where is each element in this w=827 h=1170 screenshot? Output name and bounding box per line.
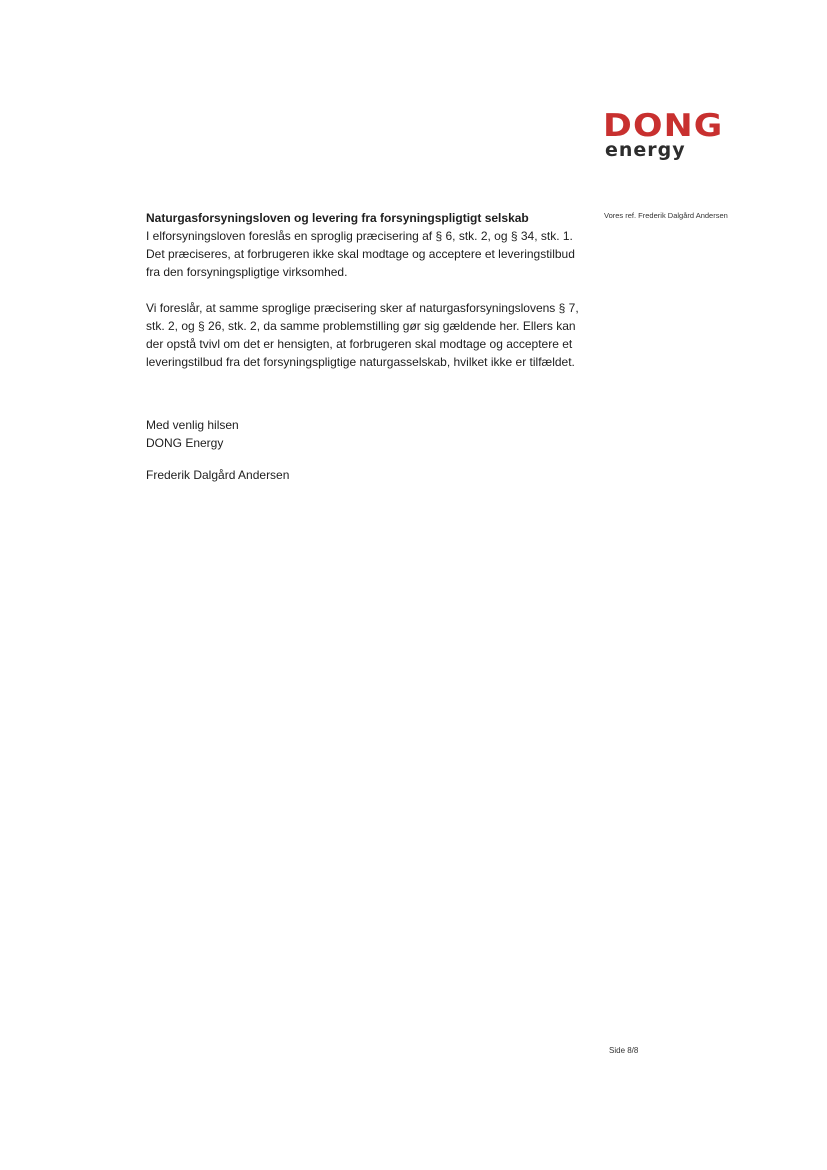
page-number: Side 8/8 [609,1046,639,1055]
logo-wordmark-dong: DONG [603,108,724,144]
paragraph-2: Vi foreslår, at samme sproglige præcisering sker af naturgasforsyningslovens § 7, stk. 2, og § 26, stk. 2, da samme problemstilling gør sig gældende her. Ellers kan der opstå tvivl om det er hensigten, at forbrugeren skal modtage og acceptere et leveringstilbud fra det forsyningspligtige naturgasselskab, hvilket ikke er tilfældet. [146,301,579,369]
logo-wordmark-energy: energy [605,139,686,161]
letter-body [146,209,586,371]
letter-closing [146,416,289,484]
closing-greeting: Med venlig hilsen [146,418,239,432]
paragraph-1: I elforsyningsloven foreslås en sproglig præcisering af § 6, stk. 2, og § 34, stk. 1. Det præciseres, at forbrugeren ikke skal modtage og acceptere et leveringstilbud fra den forsyningspligtige virksomhed. [146,229,575,279]
dong-energy-logo [603,108,753,163]
signer-name: Frederik Dalgård Andersen [146,468,290,482]
section-heading: Naturgasforsyningsloven og levering fra forsyningspligtigt selskab [146,211,529,225]
closing-company: DONG Energy [146,436,224,450]
reference-line: Vores ref. Frederik Dalgård Andersen [604,211,728,220]
